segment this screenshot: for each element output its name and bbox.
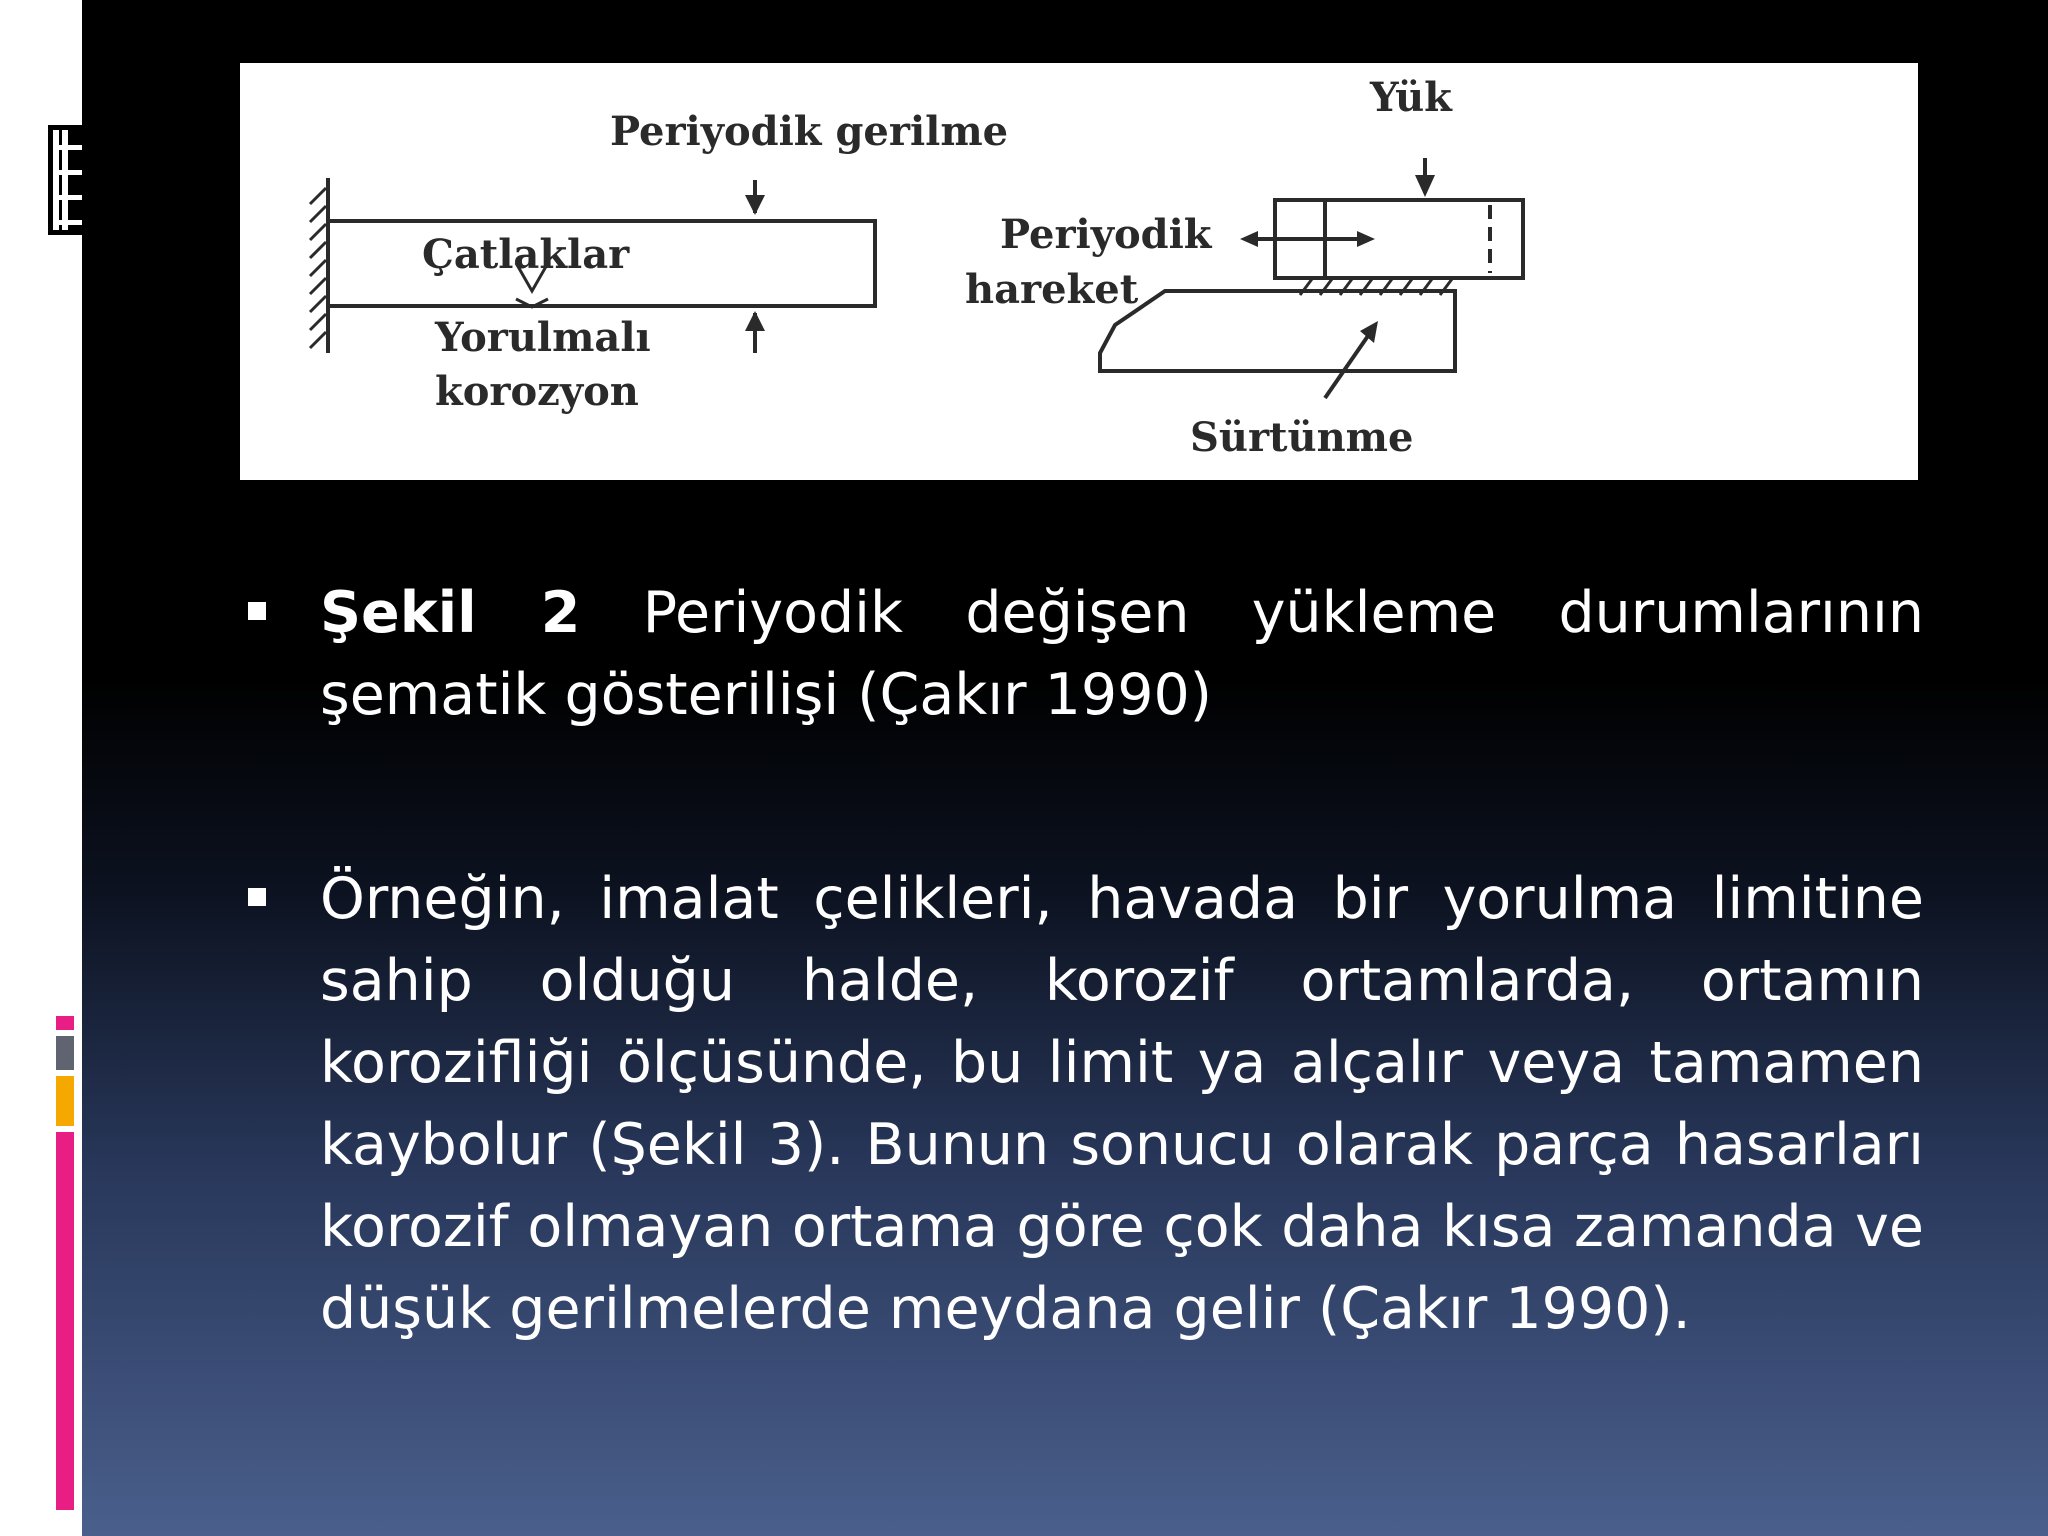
window-grid-icon (48, 125, 82, 235)
bullet-square-icon (248, 602, 266, 620)
label-periodic-motion-1: Periyodik (1000, 211, 1212, 258)
label-periodic-motion-2: hareket (965, 266, 1139, 313)
label-friction: Sürtünme (1190, 414, 1414, 461)
label-periodic-stress: Periyodik gerilme (610, 108, 1009, 155)
bullet-list (240, 572, 1924, 1350)
bullet-paragraph (240, 858, 1924, 1350)
paragraph-text: Örneğin, imalat çelikleri, havada bir yorulma limitine sahip olduğu halde, korozif ortamlarda, ortamın korozifliği ölçüsünde, bu limit ya alçalır veya tamamen kaybolur (Şekil 3). Bunun sonucu olarak parça hasarları korozif olmayan ortama göre çok daha kısa zamanda ve düşük gerilmelerde meydana gelir (Çakır 1990). (320, 866, 1924, 1342)
schematic-figure (240, 63, 1918, 480)
accent-bar-gray (56, 1036, 74, 1070)
accent-bar-pink-top (56, 1016, 74, 1030)
caption-text: Periyodik değişen yükleme durumlarının şematik gösterilişi (Çakır 1990) (320, 580, 1924, 728)
accent-bar-pink (56, 1132, 74, 1510)
fretting-diagram (1100, 158, 1523, 398)
caption-figure-number: Şekil 2 (320, 580, 581, 646)
label-fatigue-corrosion-1: Yorulmalı (435, 314, 651, 361)
label-fatigue-corrosion-2: korozyon (435, 368, 639, 415)
label-cracks: Çatlaklar (422, 231, 630, 278)
accent-bar-orange (56, 1076, 74, 1126)
label-load: Yük (1370, 74, 1452, 121)
bullet-square-icon (248, 888, 266, 906)
schematic-drawing (240, 63, 1918, 480)
bullet-figure-caption (240, 572, 1924, 736)
